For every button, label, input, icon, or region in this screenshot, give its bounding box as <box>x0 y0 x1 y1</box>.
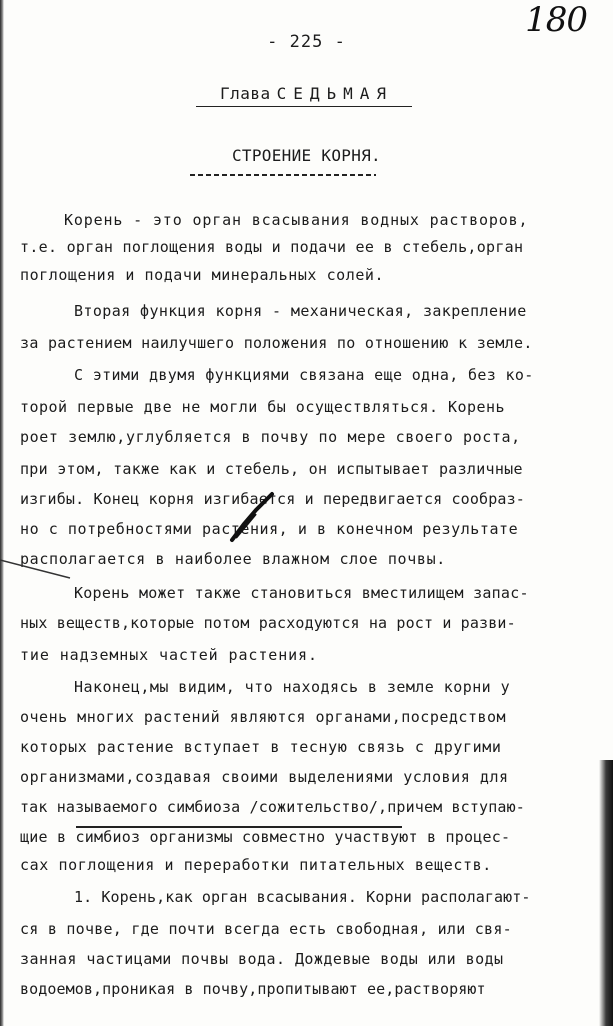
text-line: очень многих растений являются органами,посредством <box>20 708 507 726</box>
text-line: торой первые две не могли бы осуществляться. Корень <box>20 398 506 416</box>
margin-pencil-stroke <box>0 560 70 578</box>
text-line: при этом, также как и стебель, он испытывает различные <box>20 460 523 478</box>
ink-scribble <box>232 494 272 540</box>
ink-scribble <box>236 514 256 538</box>
text-line: которых растение вступает в тесную связь с другими <box>20 738 502 756</box>
chapter-word: Глава <box>219 84 271 103</box>
text-line: С этими двумя функциями связана еще одна, без ко- <box>74 366 534 384</box>
text-line: роет землю,углубляется в почву по мере своего роста, <box>20 428 521 446</box>
text-line: так называемого симбиоза /сожительство/,причем вступаю- <box>20 798 525 816</box>
text-line: занная частицами почвы вода. Дождевые воды или воды <box>20 950 504 968</box>
text-line: Вторая функция корня - механическая, закрепление <box>74 302 527 320</box>
text-line: водоемов,проникая в почву,пропитывают ее,растворяют <box>20 980 486 998</box>
text-line: Корень - это орган всасывания водных растворов, <box>64 211 529 229</box>
text-line: за растением наилучшего положения по отношению к земле. <box>20 334 533 352</box>
text-line: ных веществ,которые потом расходуются на рост и разви- <box>20 614 516 632</box>
text-line: поглощения и подачи минеральных солей. <box>20 266 385 284</box>
text-line: изгибы. Конец корня изгибается и передвигается сообраз- <box>20 490 525 508</box>
text-line: тие надземных частей растения. <box>20 646 318 664</box>
text-line: Корень может также становиться вместилищем запас- <box>74 584 529 602</box>
section-title: СТРОЕНИЕ КОРНЯ. <box>232 146 381 165</box>
text-line: организмами,создавая своими выделениями условия для <box>20 768 509 786</box>
text-line: располагается в наиболее влажном слое почвы. <box>20 550 446 568</box>
text-line: т.е. орган поглощения воды и подачи ее в стебель,орган <box>20 238 524 256</box>
text-line: ся в почве, где почти всегда есть свободная, или свя- <box>20 920 512 938</box>
handwritten-archive-number: 180 <box>525 0 587 40</box>
page-number: - 225 - <box>267 32 346 52</box>
text-line: щие в симбиоз организмы совместно участвуют в процес- <box>20 828 511 846</box>
text-line: сах поглощения и переработки питательных веществ. <box>20 856 492 874</box>
text-line: но с потребностями растения, и в конечном результате <box>20 520 519 538</box>
text-line: 1. Корень,как орган всасывания. Корни располагают- <box>74 888 531 906</box>
chapter-name: СЕДЬМАЯ <box>276 84 394 103</box>
text-line: Наконец,мы видим, что находясь в земле корни у <box>74 678 511 696</box>
